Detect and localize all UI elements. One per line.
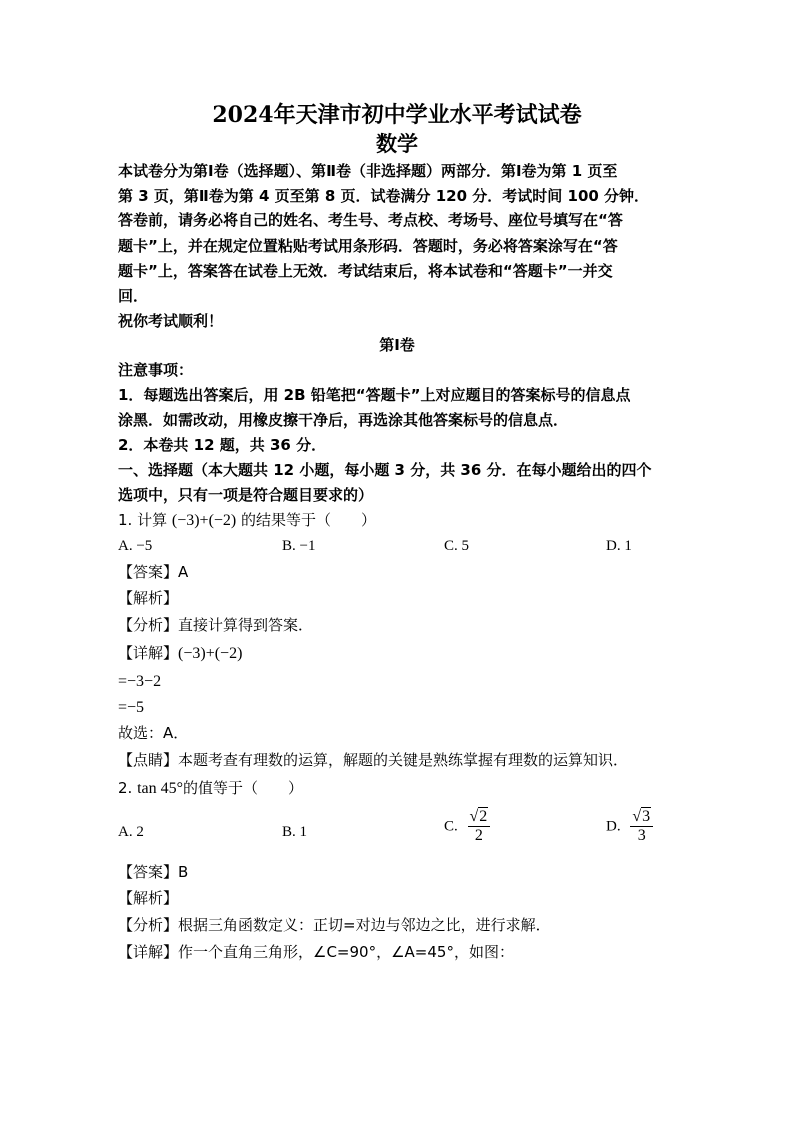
notes-heading: 注意事项： — [118, 361, 194, 379]
question-2 — [118, 778, 303, 799]
intro-line: 本试卷分为第Ⅰ卷（选择题）、第Ⅱ卷（非选择题）两部分．第Ⅰ卷为第 1 页至 — [118, 162, 618, 180]
q1-analysis-label: 【解析】 — [118, 589, 179, 607]
question-1-expression: (−3)+(−2) — [171, 512, 237, 529]
part-heading: 一、选择题（本大题共 12 小题，每小题 3 分，共 36 分．在每小题给出的四个 — [118, 461, 652, 479]
q1-option-c: C. 5 — [444, 538, 470, 554]
q2-option-c — [444, 808, 490, 845]
part-heading: 选项中，只有一项是符合题目要求的） — [118, 486, 374, 504]
q1-step-2: =−5 — [118, 699, 145, 716]
q1-choice: 故选：A． — [118, 724, 189, 742]
q2-xiangjie: 【详解】作一个直角三角形，∠C=90°，∠A=45°，如图： — [118, 943, 514, 961]
q2-option-b: B. 1 — [282, 824, 308, 840]
notes-line: 1．每题选出答案后，用 2B 铅笔把“答题卡”上对应题目的答案标号的信息点 — [118, 386, 631, 404]
question-2-expression: tan 45° — [137, 780, 184, 797]
good-luck-line: 祝你考试顺利！ — [118, 312, 224, 330]
intro-line: 题卡”上，并在规定位置粘贴考试用条形码．答题时，务必将答案涂写在“答 — [118, 237, 618, 255]
q2-option-c-fraction — [468, 808, 491, 845]
q2-option-d-denominator: 3 — [637, 827, 646, 844]
intro-line: 题卡”上，答案答在试卷上无效．考试结束后，将本试卷和“答题卡”一并交 — [118, 262, 613, 280]
notes-line: 涂黑．如需改动，用橡皮擦干净后，再选涂其他答案标号的信息点． — [118, 411, 569, 429]
q2-option-a: A. 2 — [118, 824, 144, 840]
q1-answer: 【答案】A — [118, 563, 189, 581]
intro-line: 第 3 页，第Ⅱ卷为第 4 页至第 8 页．试卷满分 120 分．考试时间 100 分钟． — [118, 187, 650, 205]
q2-option-d-fraction — [630, 808, 653, 845]
q2-analysis-label: 【解析】 — [118, 889, 179, 907]
q2-option-c-numerator: √2 — [468, 808, 491, 827]
q1-option-a: A. −5 — [118, 538, 153, 554]
q2-option-c-denominator: 2 — [474, 827, 483, 844]
q1-step-1: =−3−2 — [118, 673, 162, 690]
q1-xiangjie-label: 【详解】 — [118, 644, 179, 662]
section-title: 第Ⅰ卷 — [379, 336, 415, 354]
q2-option-d-label: D. — [606, 818, 621, 835]
question-1-suffix: 的结果等于（ ） — [241, 511, 377, 529]
sqrt-icon: √ — [632, 808, 642, 825]
q2-option-d — [606, 808, 653, 845]
question-1-prefix: 1. 计算 — [118, 511, 168, 529]
q1-option-d: D. 1 — [606, 538, 632, 554]
q2-option-d-numerator: √3 — [630, 808, 653, 827]
subject-title: 数学 — [376, 131, 418, 156]
q2-answer: 【答案】B — [118, 863, 189, 881]
sqrt-icon: √ — [469, 808, 479, 825]
q1-option-b: B. −1 — [282, 538, 316, 554]
q2-fenxi: 【分析】根据三角函数定义：正切=对边与邻边之比，进行求解． — [118, 916, 551, 934]
q2-option-c-label: C. — [444, 818, 458, 835]
intro-line: 答卷前，请务必将自己的姓名、考生号、考点校、考场号、座位号填写在“答 — [118, 211, 623, 229]
q1-xiangjie — [118, 643, 242, 664]
q1-xiangjie-expression: (−3)+(−2) — [178, 645, 243, 662]
exam-title: 2024年天津市初中学业水平考试试卷 — [212, 102, 582, 128]
notes-line: 2．本卷共 12 题，共 36 分． — [118, 436, 327, 454]
q1-dianjing: 【点睛】本题考查有理数的运算，解题的关键是熟练掌握有理数的运算知识． — [118, 751, 629, 769]
q1-fenxi: 【分析】直接计算得到答案． — [118, 616, 314, 634]
question-2-prefix: 2. — [118, 779, 133, 797]
question-1 — [118, 510, 376, 531]
intro-line: 回． — [118, 287, 149, 305]
question-2-suffix: 的值等于（ ） — [183, 779, 304, 797]
